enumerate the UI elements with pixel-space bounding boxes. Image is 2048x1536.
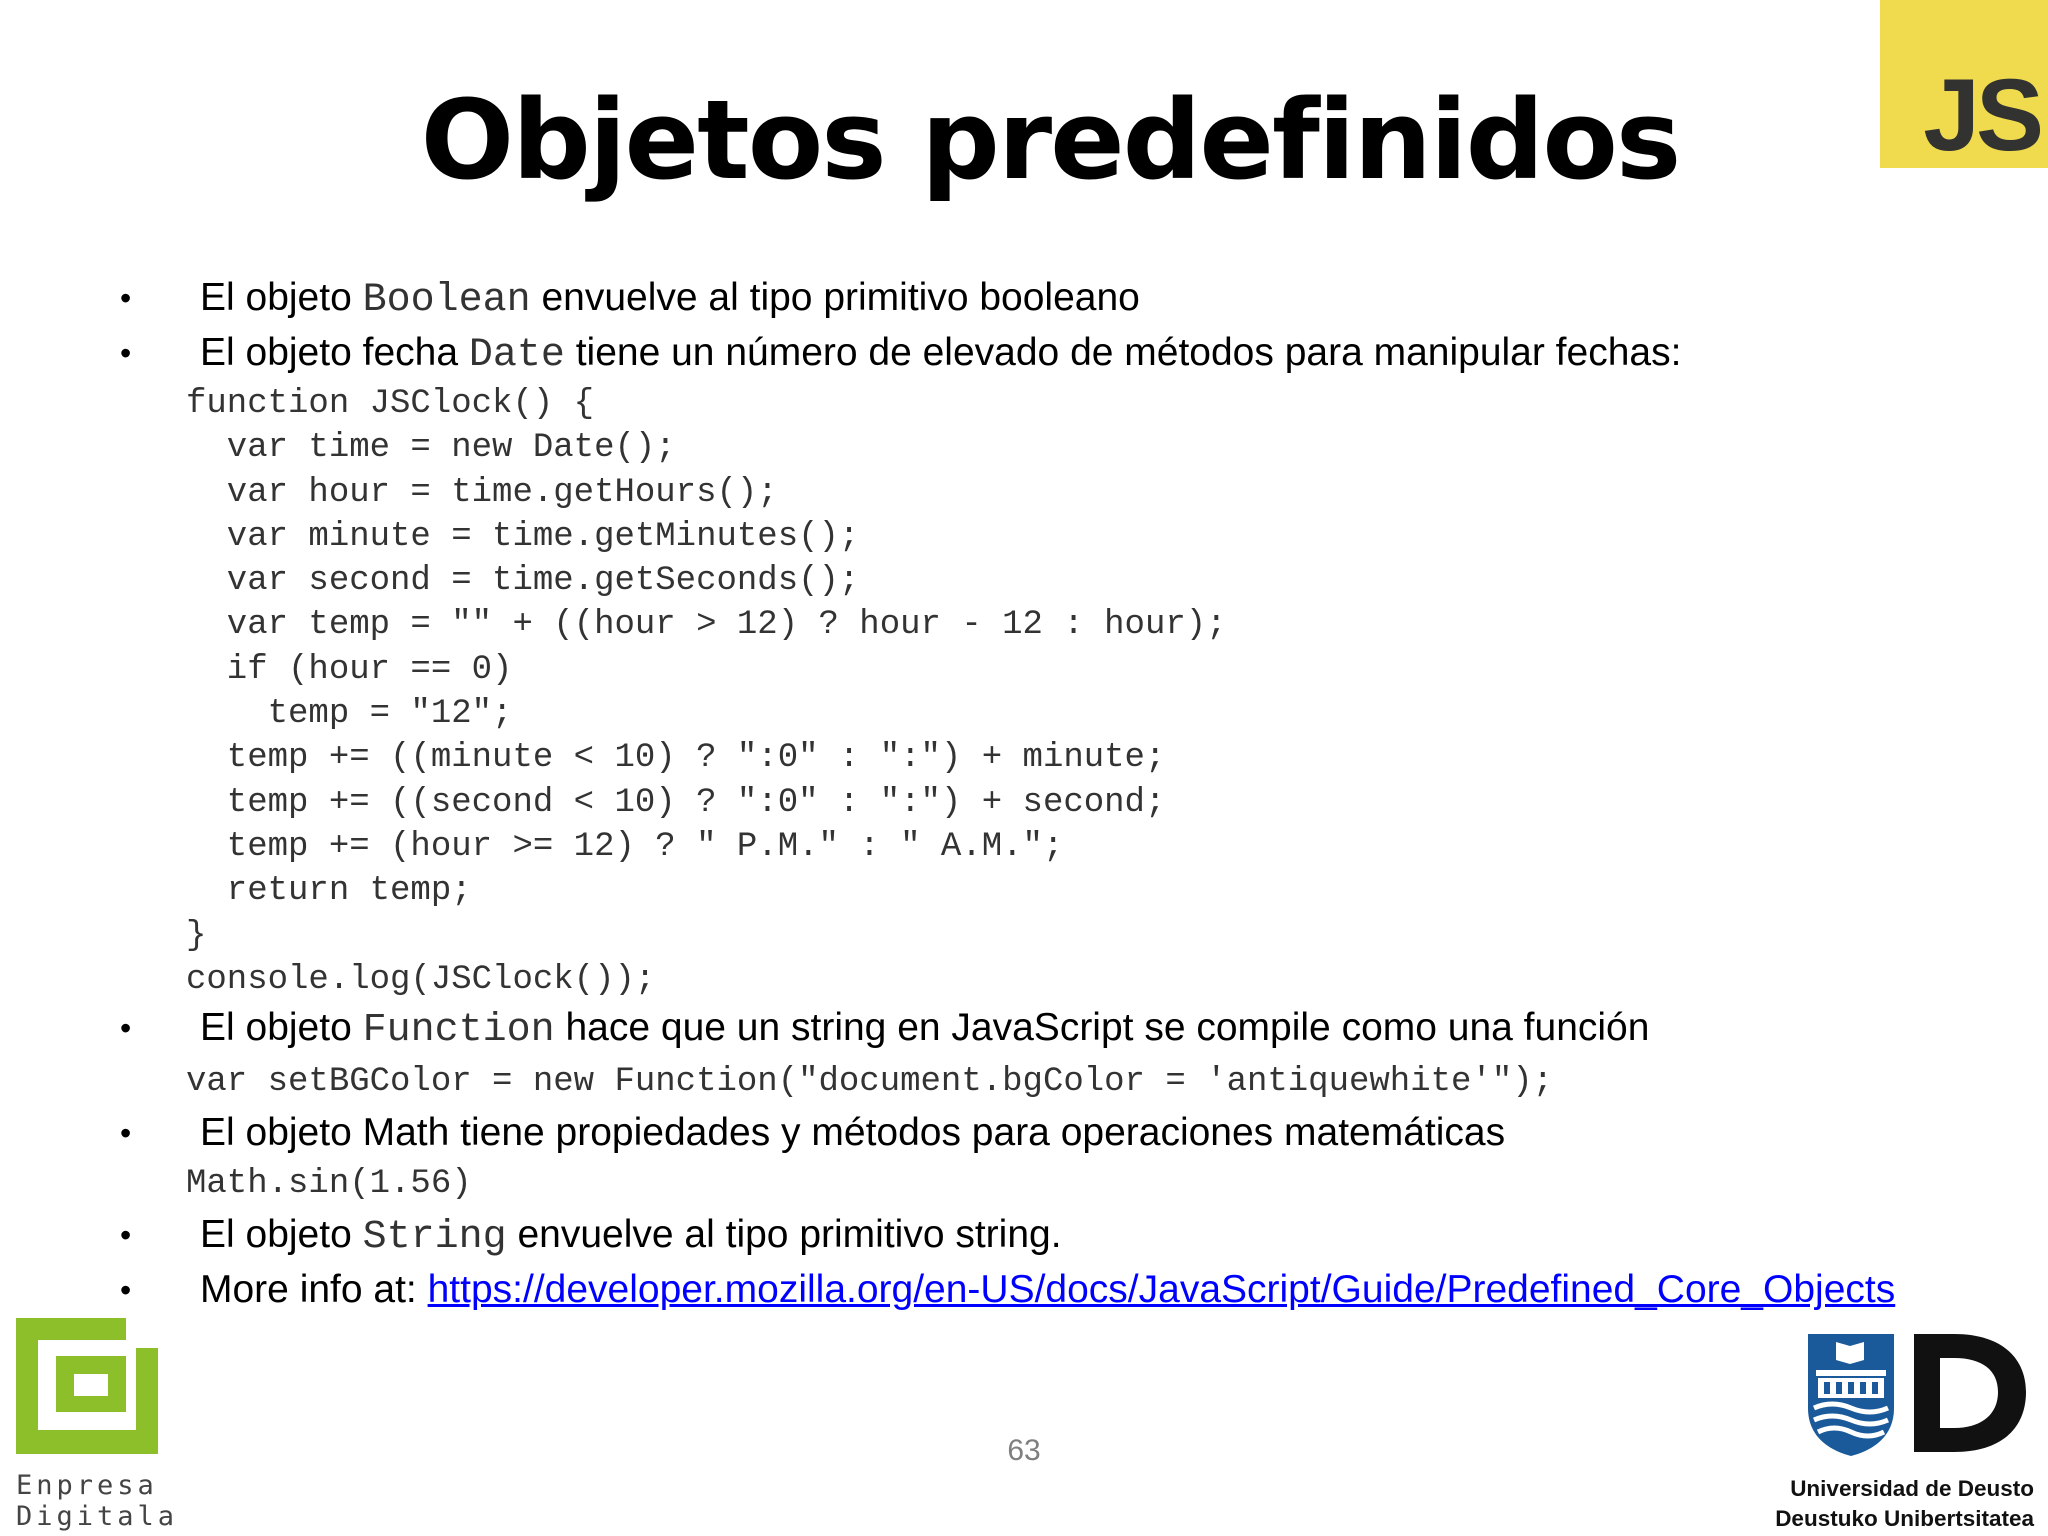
js-logo-text: JS (1923, 58, 2040, 172)
code-line: if (hour == 0) (186, 650, 513, 689)
code-line: var second = time.getSeconds(); (186, 562, 860, 601)
bullet-dot-icon: • (120, 280, 132, 316)
code-line: var time = new Date(); (186, 429, 676, 468)
mdn-reference-link[interactable]: https://developer.mozilla.org/en-US/docs/JavaScript/Guide/Predefined_Core_Objects (427, 1268, 1896, 1312)
bullet-more-info (120, 1264, 2000, 1316)
code-line: var temp = "" + ((hour > 12) ? hour - 12 : hour); (186, 606, 1227, 645)
bullet-boolean (120, 272, 2000, 327)
bullet-text: El objeto (200, 1213, 363, 1257)
slide-title: Objetos predefinidos (420, 76, 1680, 204)
bullet-dot-icon: • (120, 1115, 132, 1152)
code-line: temp += ((minute < 10) ? ":0" : ":") + minute; (186, 739, 1166, 778)
code-line: temp = "12"; (186, 695, 513, 734)
code-line: temp += ((second < 10) ? ":0" : ":") + second; (186, 783, 1166, 822)
inline-code: Boolean (362, 278, 531, 323)
bullet-text: hace que un string en JavaScript se compile como una función (554, 1006, 1650, 1050)
bullet-text: El objeto (200, 1006, 363, 1050)
code-line: temp += (hour >= 12) ? " P.M." : " A.M."; (186, 827, 1064, 866)
bullet-dot-icon: • (120, 1010, 132, 1047)
code-line: return temp; (186, 872, 472, 911)
bullet-math (120, 1107, 2000, 1159)
bullet-date (120, 327, 2000, 382)
bullet-dot-icon: • (120, 1217, 132, 1254)
deusto-shield-icon (1804, 1328, 2044, 1458)
inline-code: String (362, 1215, 507, 1261)
code-line: var minute = time.getMinutes(); (186, 517, 860, 556)
enpresa-digitala-icon (16, 1318, 160, 1458)
deusto-name-spanish: Universidad de Deusto (1790, 1476, 2034, 1501)
bullet-dot-icon: • (120, 335, 132, 371)
page-number: 63 (1007, 1434, 1041, 1467)
code-line: console.log(JSClock()); (186, 960, 656, 999)
code-block-function: var setBGColor = new Function("document.bgColor = 'antiquewhite'"); (186, 1063, 1554, 1102)
bullet-string (120, 1209, 2000, 1264)
code-line: } (186, 916, 207, 955)
enpresa-digitala-logo (16, 1318, 179, 1532)
code-line: var hour = time.getHours(); (186, 473, 778, 512)
bullet-text: El objeto (200, 276, 363, 319)
bullet-text: El objeto Math tiene propiedades y métodos para operaciones matemáticas (200, 1111, 1506, 1155)
deusto-university-logo (1748, 1328, 2048, 1536)
bullet-dot-icon: • (120, 1272, 132, 1309)
enpresa-digitala-text-line1: Enpresa (16, 1470, 158, 1501)
bullet-text: tiene un número de elevado de métodos para manipular fechas: (564, 331, 1682, 374)
bullet-text: envuelve al tipo primitivo booleano (530, 276, 1140, 319)
inline-code: Date (468, 333, 565, 378)
enpresa-digitala-text-line2: Digitala (16, 1501, 179, 1532)
slide-content (120, 272, 2000, 1316)
bullet-function (120, 1002, 2000, 1057)
bullet-text: More info at: (200, 1268, 428, 1312)
bullet-text: El objeto fecha (200, 331, 469, 374)
code-line: function JSClock() { (186, 385, 595, 423)
code-block-date (120, 382, 2000, 1002)
deusto-name-basque: Deustuko Unibertsitatea (1775, 1506, 2034, 1531)
code-block-math: Math.sin(1.56) (186, 1165, 472, 1204)
inline-code: Function (362, 1008, 555, 1054)
bullet-text: envuelve al tipo primitivo string. (506, 1213, 1062, 1257)
